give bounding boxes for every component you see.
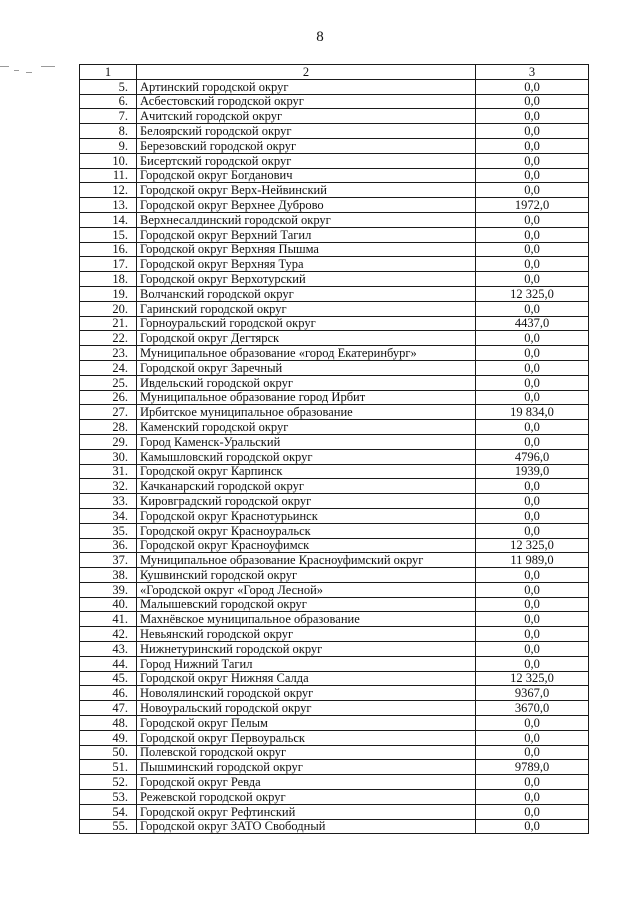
row-number-cell: 55.	[80, 819, 137, 834]
row-number-cell: 27.	[80, 405, 137, 420]
municipality-name-cell: Кировградский городской округ	[137, 494, 476, 509]
municipality-name-cell: Ирбитское муниципальное образование	[137, 405, 476, 420]
row-number-cell: 51.	[80, 760, 137, 775]
municipality-name-cell: Невьянский городской округ	[137, 627, 476, 642]
table-header-row	[80, 65, 589, 80]
table-row	[80, 523, 589, 538]
row-number-cell: 46.	[80, 686, 137, 701]
scan-artifact-line	[14, 70, 19, 71]
amount-cell: 0,0	[476, 124, 589, 139]
table-row	[80, 745, 589, 760]
amount-cell: 0,0	[476, 183, 589, 198]
amount-cell: 19 834,0	[476, 405, 589, 420]
row-number-cell: 47.	[80, 701, 137, 716]
municipality-name-cell: Кушвинский городской округ	[137, 568, 476, 583]
row-number-cell: 23.	[80, 346, 137, 361]
table-body	[80, 65, 589, 834]
amount-cell: 0,0	[476, 716, 589, 731]
amount-cell: 0,0	[476, 612, 589, 627]
amount-cell: 12 325,0	[476, 671, 589, 686]
municipality-name-cell: Городской округ Верхняя Пышма	[137, 242, 476, 257]
amount-cell: 3670,0	[476, 701, 589, 716]
amount-cell: 0,0	[476, 627, 589, 642]
amount-cell: 0,0	[476, 582, 589, 597]
row-number-cell: 24.	[80, 360, 137, 375]
municipality-name-cell: Муниципальное образование Красноуфимский округ	[137, 553, 476, 568]
table-row	[80, 79, 589, 94]
amount-cell: 12 325,0	[476, 286, 589, 301]
table-row	[80, 449, 589, 464]
row-number-cell: 26.	[80, 390, 137, 405]
municipality-name-cell: Городской округ ЗАТО Свободный	[137, 819, 476, 834]
municipality-name-cell: Городской округ Ревда	[137, 775, 476, 790]
amount-cell: 0,0	[476, 656, 589, 671]
table-row	[80, 227, 589, 242]
table-row	[80, 508, 589, 523]
municipality-name-cell: Городской округ Первоуральск	[137, 730, 476, 745]
table-row	[80, 790, 589, 805]
municipality-name-cell: Горноуральский городской округ	[137, 316, 476, 331]
table-row	[80, 94, 589, 109]
table-row	[80, 242, 589, 257]
row-number-cell: 8.	[80, 124, 137, 139]
table-row	[80, 257, 589, 272]
municipality-name-cell: Городской округ Красноуфимск	[137, 538, 476, 553]
table-row	[80, 316, 589, 331]
municipality-name-cell: Городской округ Нижняя Салда	[137, 671, 476, 686]
municipality-name-cell: Городской округ Богданович	[137, 168, 476, 183]
municipality-name-cell: Камышловский городской округ	[137, 449, 476, 464]
table-row	[80, 183, 589, 198]
municipality-name-cell: Городской округ Верх-Нейвинский	[137, 183, 476, 198]
municipality-name-cell: Ивдельский городской округ	[137, 375, 476, 390]
table-row	[80, 331, 589, 346]
amount-cell: 0,0	[476, 375, 589, 390]
municipality-name-cell: Городской округ Красноуральск	[137, 523, 476, 538]
amount-cell: 0,0	[476, 420, 589, 435]
municipality-name-cell: Город Каменск-Уральский	[137, 434, 476, 449]
row-number-cell: 32.	[80, 479, 137, 494]
amount-cell: 0,0	[476, 168, 589, 183]
municipality-name-cell: Бисертский городской округ	[137, 153, 476, 168]
municipality-name-cell: Качканарский городской округ	[137, 479, 476, 494]
row-number-cell: 9.	[80, 138, 137, 153]
amount-cell: 0,0	[476, 301, 589, 316]
table-row	[80, 405, 589, 420]
allocation-table	[79, 64, 589, 834]
row-number-cell: 50.	[80, 745, 137, 760]
municipality-name-cell: Махнёвское муниципальное образование	[137, 612, 476, 627]
row-number-cell: 43.	[80, 642, 137, 657]
amount-cell: 0,0	[476, 494, 589, 509]
municipality-name-cell: Городской округ Карпинск	[137, 464, 476, 479]
amount-cell: 0,0	[476, 523, 589, 538]
amount-cell: 0,0	[476, 819, 589, 834]
row-number-cell: 44.	[80, 656, 137, 671]
municipality-name-cell: Ачитский городской округ	[137, 109, 476, 124]
table-row	[80, 686, 589, 701]
amount-cell: 12 325,0	[476, 538, 589, 553]
table-row	[80, 434, 589, 449]
municipality-name-cell: Городской округ Пелым	[137, 716, 476, 731]
table-row	[80, 390, 589, 405]
amount-cell: 0,0	[476, 730, 589, 745]
amount-cell: 0,0	[476, 138, 589, 153]
amount-cell: 0,0	[476, 212, 589, 227]
amount-cell: 1972,0	[476, 198, 589, 213]
amount-cell: 0,0	[476, 790, 589, 805]
row-number-cell: 7.	[80, 109, 137, 124]
table-row	[80, 538, 589, 553]
amount-cell: 0,0	[476, 79, 589, 94]
row-number-cell: 48.	[80, 716, 137, 731]
amount-cell: 0,0	[476, 272, 589, 287]
municipality-name-cell: Городской округ Верхний Тагил	[137, 227, 476, 242]
row-number-cell: 54.	[80, 804, 137, 819]
row-number-cell: 40.	[80, 597, 137, 612]
municipality-name-cell: Муниципальное образование «город Екатеринбург»	[137, 346, 476, 361]
table-row	[80, 612, 589, 627]
municipality-name-cell: Муниципальное образование город Ирбит	[137, 390, 476, 405]
table-row	[80, 153, 589, 168]
amount-cell: 11 989,0	[476, 553, 589, 568]
table-row	[80, 804, 589, 819]
municipality-name-cell: Малышевский городской округ	[137, 597, 476, 612]
amount-cell: 1939,0	[476, 464, 589, 479]
table-row	[80, 198, 589, 213]
row-number-cell: 20.	[80, 301, 137, 316]
amount-cell: 0,0	[476, 257, 589, 272]
table-row	[80, 642, 589, 657]
table-row	[80, 168, 589, 183]
table-row	[80, 286, 589, 301]
municipality-name-cell: Белоярский городской округ	[137, 124, 476, 139]
header-cell-name: 2	[137, 65, 476, 80]
table-row	[80, 420, 589, 435]
amount-cell: 0,0	[476, 804, 589, 819]
table-row	[80, 671, 589, 686]
row-number-cell: 11.	[80, 168, 137, 183]
row-number-cell: 41.	[80, 612, 137, 627]
amount-cell: 9367,0	[476, 686, 589, 701]
row-number-cell: 37.	[80, 553, 137, 568]
row-number-cell: 14.	[80, 212, 137, 227]
table-row	[80, 212, 589, 227]
table-row	[80, 627, 589, 642]
table-row	[80, 346, 589, 361]
row-number-cell: 19.	[80, 286, 137, 301]
municipality-name-cell: Городской округ Рефтинский	[137, 804, 476, 819]
municipality-name-cell: Пышминский городской округ	[137, 760, 476, 775]
amount-cell: 0,0	[476, 360, 589, 375]
municipality-name-cell: Городской округ Верхняя Тура	[137, 257, 476, 272]
amount-cell: 4796,0	[476, 449, 589, 464]
scan-artifact-line	[0, 66, 9, 67]
row-number-cell: 53.	[80, 790, 137, 805]
row-number-cell: 42.	[80, 627, 137, 642]
row-number-cell: 45.	[80, 671, 137, 686]
row-number-cell: 28.	[80, 420, 137, 435]
page-number: 8	[316, 29, 324, 45]
municipality-name-cell: Каменский городской округ	[137, 420, 476, 435]
table-row	[80, 582, 589, 597]
municipality-name-cell: Городской округ Дегтярск	[137, 331, 476, 346]
municipality-name-cell: Волчанский городской округ	[137, 286, 476, 301]
row-number-cell: 30.	[80, 449, 137, 464]
table-row	[80, 479, 589, 494]
amount-cell: 0,0	[476, 508, 589, 523]
row-number-cell: 39.	[80, 582, 137, 597]
municipality-name-cell: Городской округ Краснотурьинск	[137, 508, 476, 523]
amount-cell: 0,0	[476, 775, 589, 790]
amount-cell: 0,0	[476, 642, 589, 657]
row-number-cell: 12.	[80, 183, 137, 198]
table-row	[80, 109, 589, 124]
table-row	[80, 760, 589, 775]
table-row	[80, 597, 589, 612]
amount-cell: 0,0	[476, 390, 589, 405]
amount-cell: 9789,0	[476, 760, 589, 775]
amount-cell: 0,0	[476, 479, 589, 494]
municipality-name-cell: Новоуральский городской округ	[137, 701, 476, 716]
municipality-name-cell: Режевской городской округ	[137, 790, 476, 805]
row-number-cell: 35.	[80, 523, 137, 538]
row-number-cell: 10.	[80, 153, 137, 168]
table-row	[80, 494, 589, 509]
row-number-cell: 18.	[80, 272, 137, 287]
amount-cell: 0,0	[476, 568, 589, 583]
scan-artifact-line	[26, 72, 32, 73]
amount-cell: 0,0	[476, 153, 589, 168]
row-number-cell: 13.	[80, 198, 137, 213]
table-row	[80, 124, 589, 139]
municipality-name-cell: Верхнесалдинский городской округ	[137, 212, 476, 227]
amount-cell: 0,0	[476, 242, 589, 257]
row-number-cell: 29.	[80, 434, 137, 449]
municipality-name-cell: Артинский городской округ	[137, 79, 476, 94]
table-row	[80, 701, 589, 716]
table-row	[80, 775, 589, 790]
row-number-cell: 5.	[80, 79, 137, 94]
header-cell-value: 3	[476, 65, 589, 80]
table-row	[80, 138, 589, 153]
table-row	[80, 730, 589, 745]
municipality-name-cell: Городской округ Заречный	[137, 360, 476, 375]
row-number-cell: 17.	[80, 257, 137, 272]
row-number-cell: 36.	[80, 538, 137, 553]
amount-cell: 0,0	[476, 227, 589, 242]
municipality-name-cell: Гаринский городской округ	[137, 301, 476, 316]
table-row	[80, 301, 589, 316]
amount-cell: 4437,0	[476, 316, 589, 331]
table-row	[80, 553, 589, 568]
table-row	[80, 375, 589, 390]
row-number-cell: 38.	[80, 568, 137, 583]
row-number-cell: 15.	[80, 227, 137, 242]
table-row	[80, 819, 589, 834]
municipality-name-cell: «Городской округ «Город Лесной»	[137, 582, 476, 597]
header-cell-number: 1	[80, 65, 137, 80]
municipality-name-cell: Асбестовский городской округ	[137, 94, 476, 109]
amount-cell: 0,0	[476, 346, 589, 361]
municipality-name-cell: Городской округ Верхотурский	[137, 272, 476, 287]
municipality-name-cell: Березовский городской округ	[137, 138, 476, 153]
row-number-cell: 16.	[80, 242, 137, 257]
table-row	[80, 272, 589, 287]
row-number-cell: 52.	[80, 775, 137, 790]
scan-artifact-line	[41, 66, 55, 67]
amount-cell: 0,0	[476, 109, 589, 124]
amount-cell: 0,0	[476, 94, 589, 109]
row-number-cell: 34.	[80, 508, 137, 523]
row-number-cell: 22.	[80, 331, 137, 346]
municipality-name-cell: Новолялинский городской округ	[137, 686, 476, 701]
table-row	[80, 656, 589, 671]
amount-cell: 0,0	[476, 745, 589, 760]
table-row	[80, 360, 589, 375]
municipality-name-cell: Городской округ Верхнее Дуброво	[137, 198, 476, 213]
table-row	[80, 568, 589, 583]
row-number-cell: 25.	[80, 375, 137, 390]
municipality-name-cell: Полевской городской округ	[137, 745, 476, 760]
row-number-cell: 49.	[80, 730, 137, 745]
amount-cell: 0,0	[476, 597, 589, 612]
table-row	[80, 464, 589, 479]
row-number-cell: 33.	[80, 494, 137, 509]
municipality-name-cell: Город Нижний Тагил	[137, 656, 476, 671]
row-number-cell: 21.	[80, 316, 137, 331]
row-number-cell: 6.	[80, 94, 137, 109]
municipality-name-cell: Нижнетуринский городской округ	[137, 642, 476, 657]
amount-cell: 0,0	[476, 331, 589, 346]
table-row	[80, 716, 589, 731]
row-number-cell: 31.	[80, 464, 137, 479]
amount-cell: 0,0	[476, 434, 589, 449]
